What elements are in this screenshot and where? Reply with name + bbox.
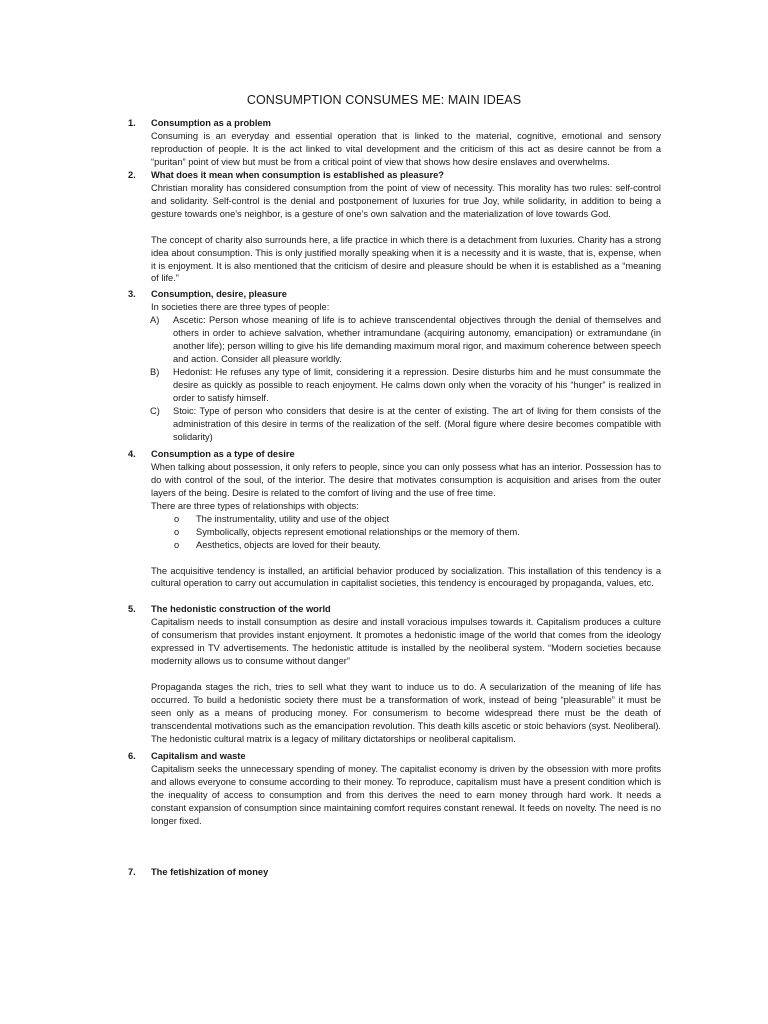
section-number: 2.	[128, 169, 136, 180]
section-paragraph: Capitalism needs to install consumption as desire and install voracious impulses towards it. Capitalism produces a culture of consumerism that provides instant enjoyment. It promotes a hedonistic image of the world that comes from the ideology expressed in TV advertisements. The hedonistic attitude is installed by the neoliberal system. “Modern societies because modernity allows us to consume without danger”	[151, 617, 661, 667]
section-paragraph: The acquisitive tendency is installed, an artificial behavior produced by socialization. This installation of this tendency is a cultural operation to carry out accumulation in capitalist societies, this tendency is encouraged by propaganda, values, etc.	[151, 565, 661, 589]
section-2	[128, 169, 661, 286]
bullet-text: Symbolically, objects represent emotional relationships or the memory of them.	[196, 526, 520, 537]
bullet-item	[128, 526, 661, 539]
section-paragraph: There are three types of relationships with objects:	[151, 500, 359, 511]
section-number: 6.	[128, 750, 136, 761]
section-paragraph: Capitalism seeks the unnecessary spending of money. The capitalist economy is driven by the obsession with more profits and allows everyone to consume according to their money. To reproduce, capitalism must have a present condition which is the inequality of access to consumption and from this derives the need to earn money through hard work. It needs a constant expansion of consumption since maintaining comfort requires constant renewal. It feeds on novelty. The need is no longer fixed.	[151, 763, 661, 826]
section-paragraph: Christian morality has considered consumption from the point of view of necessity. This morality has two rules: self-control and solidarity. Self-control is the denial and postponement of luxuries for true Joy, while solidarity, in addition to being a gesture towards one's neighbor, is a gesture of one's own salvation and the materialization of love towards God.	[151, 182, 661, 219]
bullet-item	[128, 513, 661, 526]
section-intro: In societies there are three types of people:	[151, 302, 330, 313]
list-item	[128, 366, 661, 405]
section-6	[128, 750, 661, 828]
bullet-item	[128, 539, 661, 552]
list-item	[128, 405, 661, 444]
list-item-label: B)	[150, 367, 160, 378]
section-3	[128, 288, 661, 314]
section-5	[128, 603, 661, 746]
section-heading: Capitalism and waste	[151, 750, 246, 761]
document-body	[128, 117, 661, 879]
section-7	[128, 866, 661, 879]
list-item	[128, 314, 661, 366]
section-number: 7.	[128, 866, 136, 877]
section-heading: Consumption as a problem	[151, 118, 271, 128]
bullet-text: The instrumentality, utility and use of the object	[196, 513, 390, 524]
section-heading: The fetishization of money	[151, 866, 269, 877]
section-number: 4.	[128, 448, 136, 459]
section-heading: The hedonistic construction of the world	[151, 604, 331, 615]
section-heading: Consumption as a type of desire	[151, 448, 295, 459]
bullet-marker: o	[174, 539, 180, 550]
list-item-text: Ascetic: Person whose meaning of life is to achieve transcendental objectives through the denial of themselves and others in order to achieve salvation, whether intramundane (acquiring autonomy, emancipation) or extramundane (in another life); person willing to give his life demanding maximum moral rigor, and maximum coherence between speech and action. Consider all pleasure worldly.	[173, 315, 661, 365]
section-4-closing	[128, 565, 661, 591]
section-paragraph: The concept of charity also surrounds here, a life practice in which there is a detachment from luxuries. Charity has a strong idea about consumption. This is only justified morally speaking when it is a necessity and it is waste, that is, expense, when it is enjoyment. It is also mentioned that the criticism of desire and pleasure should be when it is established as a “meaning of life.”	[151, 234, 661, 284]
bullet-text: Aesthetics, objects are loved for their beauty.	[196, 539, 381, 550]
section-1	[128, 117, 661, 169]
bullet-marker: o	[174, 513, 180, 524]
bullet-marker: o	[174, 526, 180, 537]
section-number: 5.	[128, 604, 136, 615]
section-paragraph: Consuming is an everyday and essential operation that is linked to the material, cognitive, emotional and sensory reproduction of people. It is the act linked to vital development and the criticism of this act as desire cannot be from a “puritan” point of view but must be from a critical point of view that shows how desire enslaves and overwhelms.	[151, 130, 661, 167]
section-heading: Consumption, desire, pleasure	[151, 289, 287, 300]
section-4	[128, 448, 661, 513]
section-heading: What does it mean when consumption is established as pleasure?	[151, 169, 444, 180]
list-item-text: Hedonist: He refuses any type of limit, considering it a repression. Desire disturbs him and he must consummate the desire as quickly as possible to reach enjoyment. He calms down only when the voracity of his “hunger” is realized in order to satisfy himself.	[173, 367, 661, 404]
list-item-label: C)	[150, 406, 160, 417]
list-item-text: Stoic: Type of person who considers that desire is at the center of existing. The art of living for them consists of the administration of this desire in terms of the realization of the self. (Moral figure where desire becomes compatible with solidarity)	[173, 406, 661, 442]
section-number: 1.	[128, 118, 136, 128]
document-title: CONSUMPTION CONSUMES ME: MAIN IDEAS	[246, 93, 522, 107]
section-paragraph: When talking about possession, it only refers to people, since you can only possess what has an interior. Possession has to do with control of the soul, of the interior. The desire that motivates consumption is acquisition and arises from the outer layers of the being. Desire is related to the comfort of living and the use of free time.	[151, 461, 661, 498]
section-number: 3.	[128, 289, 136, 300]
section-paragraph: Propaganda stages the rich, tries to sell what they want to induce us to do. A secularization of the meaning of life has occurred. To build a hedonistic society there must be a transformation of work, instead of being “pleasurable” it must be seen only as a means of producing money. For consumerism to become widespread there must be the death of transcendental motivations such as the emancipation revolution. This death kills ascetic or stoic behaviors (syst. Neoliberal). The hedonistic cultural matrix is a legacy of military dictatorships or neoliberal capitalism.	[151, 682, 661, 744]
list-item-label: A)	[150, 315, 160, 326]
